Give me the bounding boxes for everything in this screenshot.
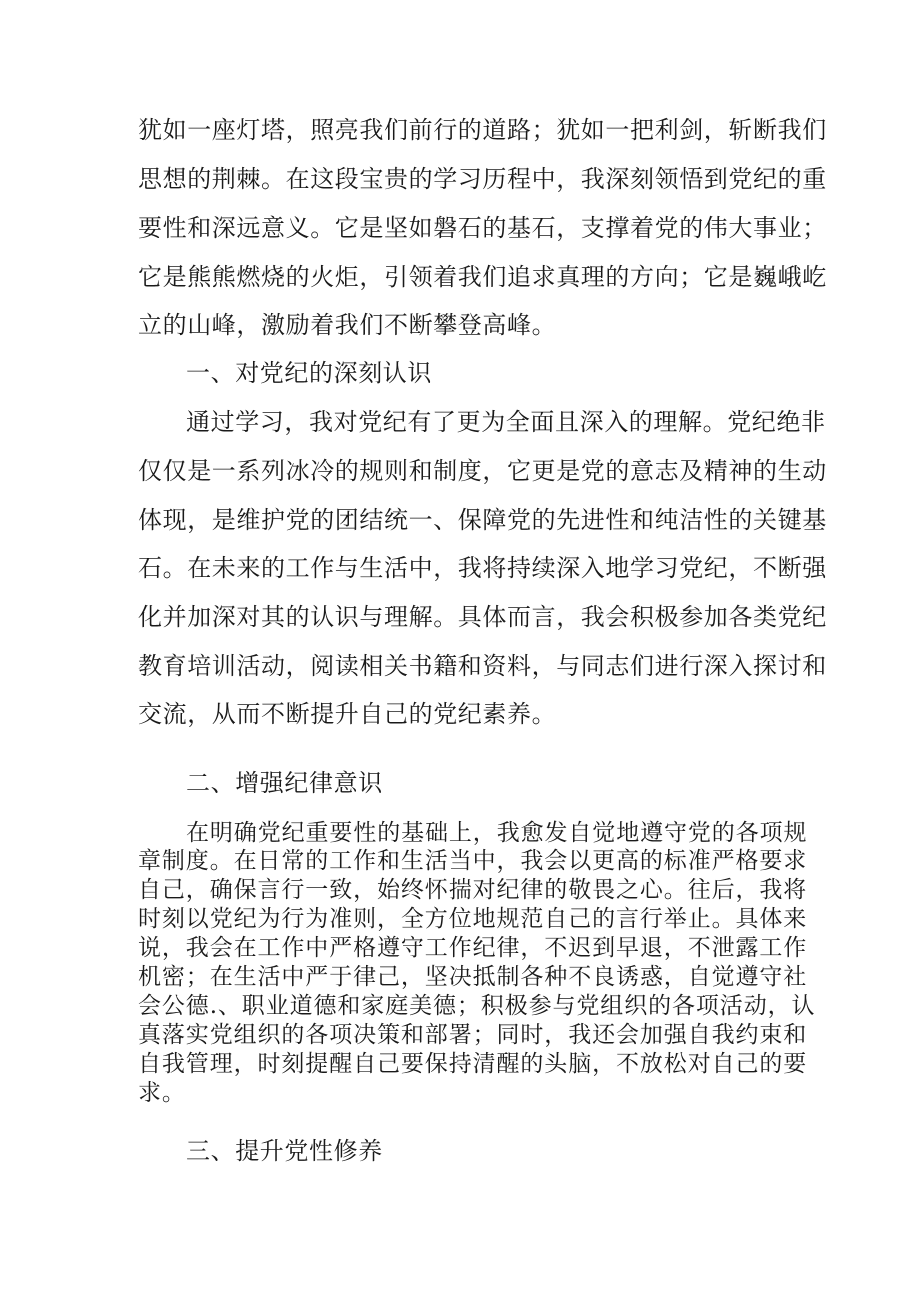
section-heading: 二、增强纪律意识 — [186, 769, 383, 797]
paragraph-line: 化并加深对其的认识与理解。具体而言，我会积极参加各类党纪 — [138, 603, 827, 631]
section-heading: 三、提升党性修养 — [186, 1137, 383, 1165]
paragraph-line: 交流，从而不断提升自己的党纪素养。 — [138, 700, 557, 728]
paragraph-line: 求。 — [138, 1080, 186, 1106]
paragraph-line: 自己，确保言行一致，始终怀揣对纪律的敬畏之心。往后，我将 — [138, 877, 808, 903]
paragraph-line: 教育培训活动，阅读相关书籍和资料，与同志们进行深入探讨和 — [138, 652, 827, 680]
paragraph-line: 会公德.、职业道德和家庭美德；积极参与党组织的各项活动，认 — [138, 993, 816, 1019]
paragraph-line: 通过学习，我对党纪有了更为全面且深入的理解。党纪绝非 — [186, 408, 826, 436]
paragraph-line: 说，我会在工作中严格遵守工作纪律，不迟到早退，不泄露工作 — [138, 935, 808, 961]
paragraph-line: 它是熊熊燃烧的火炬，引领着我们追求真理的方向；它是巍峨屹 — [138, 263, 827, 291]
paragraph-line: 石。在未来的工作与生活中，我将持续深入地学习党纪，不断强 — [138, 554, 827, 582]
paragraph-line: 要性和深远意义。它是坚如磐石的基石，支撑着党的伟大事业； — [138, 214, 827, 242]
section-heading: 一、对党纪的深刻认识 — [186, 359, 432, 387]
paragraph-line: 在明确党纪重要性的基础上，我愈发自觉地遵守党的各项规 — [186, 820, 808, 846]
paragraph-line: 思想的荆棘。在这段宝贵的学习历程中，我深刻领悟到党纪的重 — [138, 165, 827, 193]
paragraph-line: 真落实党组织的各项决策和部署；同时，我还会加强自我约束和 — [138, 1022, 808, 1048]
paragraph-line: 仅仅是一系列冰冷的规则和制度，它更是党的意志及精神的生动 — [138, 457, 827, 485]
paragraph-line: 机密；在生活中严于律己，坚决抵制各种不良诱惑，自觉遵守社 — [138, 964, 808, 990]
paragraph-line: 体现，是维护党的团结统一、保障党的先进性和纯洁性的关键基 — [138, 506, 827, 534]
paragraph-line: 立的山峰，激励着我们不断攀登高峰。 — [138, 311, 557, 339]
paragraph-line: 章制度。在日常的工作和生活当中，我会以更高的标准严格要求 — [138, 848, 808, 874]
paragraph-line: 自我管理，时刻提醒自己要保持清醒的头脑，不放松对自己的要 — [138, 1051, 808, 1077]
paragraph-line: 犹如一座灯塔，照亮我们前行的道路；犹如一把利剑，斩断我们 — [138, 116, 827, 144]
paragraph-line: 时刻以党纪为行为准则，全方位地规范自己的言行举止。具体来 — [138, 906, 808, 932]
